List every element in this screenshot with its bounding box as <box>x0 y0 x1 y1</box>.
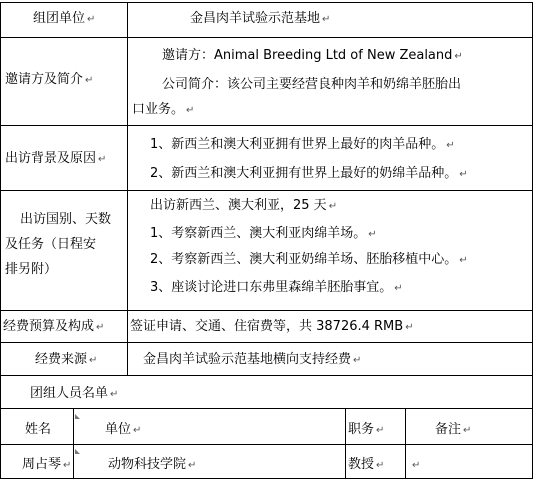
column-divider <box>405 408 406 479</box>
header-name: 姓名 <box>25 422 52 437</box>
cell-marker-icon <box>75 449 80 454</box>
budget-label: 经费预算及构成 ↵ <box>3 319 105 334</box>
mission-line-4: 3、座谈讨论进口东弗里森绵羊胚胎事宜。 ↵ <box>150 280 403 295</box>
column-divider <box>73 408 74 479</box>
mission-label-line-1: 出访国别、天数 <box>20 212 112 227</box>
column-divider <box>345 408 346 479</box>
table-border-right <box>532 2 533 479</box>
group-unit-value: 金昌肉羊试验示范基地 ↵ <box>190 11 331 26</box>
background-item-1: 1、新西兰和澳大利亚拥有世界上最好的肉羊品种。 ↵ <box>150 137 455 152</box>
row-divider <box>0 190 532 191</box>
inviter-label: 邀请方及简介 ↵ <box>5 72 94 87</box>
header-note: 备注 ↵ <box>435 422 472 437</box>
budget-value: 签证申请、交通、住宿费等，共 38726.4 RMB ↵ <box>130 319 414 334</box>
row-divider <box>0 444 532 445</box>
member-unit: 动物科技学院 ↵ <box>108 457 197 472</box>
row-divider <box>0 310 532 311</box>
inviter-line: 邀请方：Animal Breeding Ltd of New Zealand ↵ <box>162 48 463 63</box>
funding-label: 经费来源 ↵ <box>35 352 98 367</box>
member-position: 教授 ↵ <box>348 457 385 472</box>
row-divider <box>0 375 532 376</box>
column-divider <box>127 2 128 375</box>
background-label: 出访背景及原因 ↵ <box>5 151 107 166</box>
member-name: 周占琴 ↵ <box>22 457 72 472</box>
company-intro-line-2: 口业务。 ↵ <box>132 102 195 117</box>
row-divider <box>0 37 532 38</box>
mission-line-1: 出访新西兰、澳大利亚，25 天 ↵ <box>150 198 338 213</box>
table-border-top <box>0 2 532 3</box>
header-position: 职务 ↵ <box>348 422 385 437</box>
group-unit-label: 组团单位 ↵ <box>33 11 96 26</box>
mission-label-line-2: 及任务（日程安 <box>5 237 97 252</box>
row-divider <box>0 125 532 126</box>
mission-line-2: 1、考察新西兰、澳大利亚肉绵羊场。 ↵ <box>150 226 377 241</box>
background-item-2: 2、新西兰和澳大利亚拥有世界上最好的奶绵羊品种。 ↵ <box>150 166 468 181</box>
company-intro-line-1: 公司简介：该公司主要经营良种肉羊和奶绵羊胚胎出 <box>162 77 462 92</box>
header-unit: 单位 ↵ <box>105 422 142 437</box>
table-border-left <box>0 2 1 479</box>
mission-line-3: 2、考察新西兰、澳大利亚奶绵羊场、胚胎移植中心。 ↵ <box>150 252 468 267</box>
mission-label-line-3: 排另附） <box>5 262 58 277</box>
members-title: 团组人员名单 ↵ <box>30 386 119 401</box>
funding-value: 金昌肉羊试验示范基地横向支持经费 ↵ <box>143 352 362 367</box>
member-note: ↵ <box>412 460 421 471</box>
row-divider <box>0 408 532 409</box>
row-divider <box>0 342 532 343</box>
cell-marker-icon <box>75 414 80 419</box>
